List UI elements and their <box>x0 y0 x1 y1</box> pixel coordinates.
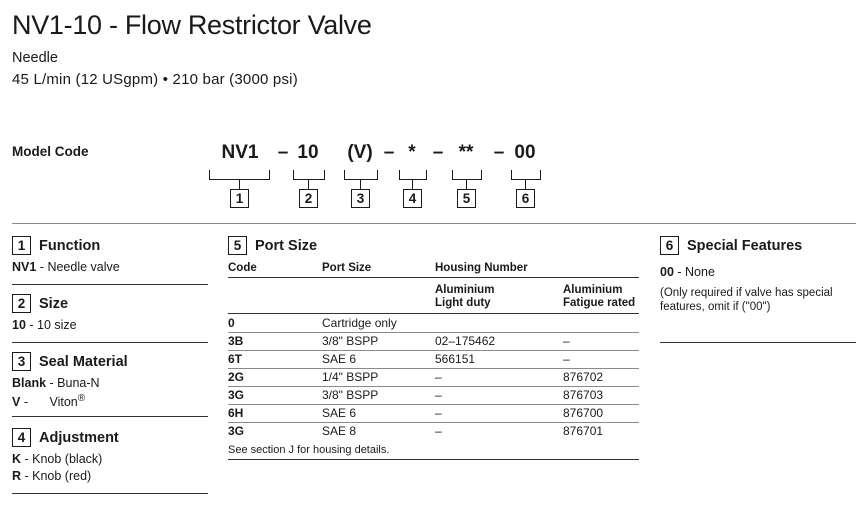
table-cell-port: SAE 6 <box>322 406 357 420</box>
special-entry: 00 - None <box>660 265 715 279</box>
divider <box>12 342 208 343</box>
table-row-divider <box>228 404 639 405</box>
divider <box>228 313 639 314</box>
section-number-box: 3 <box>12 352 31 371</box>
divider <box>12 223 856 224</box>
section-port-size-header <box>228 236 317 255</box>
section-title: Function <box>39 237 101 254</box>
section-adjustment-header <box>12 428 119 447</box>
adjustment-entry: R - Knob (red) <box>12 469 92 483</box>
section-title: Special Features <box>687 237 803 254</box>
section-number-box: 5 <box>228 236 247 255</box>
model-code-part-6: 00 <box>514 142 536 163</box>
table-cell-light-duty: – <box>435 424 442 438</box>
table-note: See section J for housing details. <box>228 444 390 456</box>
size-entry: 10 - 10 size <box>12 318 77 332</box>
table-cell-code: 3B <box>228 334 244 348</box>
section-title: Size <box>39 295 69 312</box>
model-code-part-2: 10 <box>297 142 319 163</box>
table-cell-light-duty: – <box>435 388 442 402</box>
model-code-label: Model Code <box>12 144 89 159</box>
section-title: Adjustment <box>39 429 119 446</box>
section-number-box: 1 <box>12 236 31 255</box>
table-row-divider <box>228 368 639 369</box>
divider <box>12 284 208 285</box>
table-cell-code: 3G <box>228 424 245 438</box>
table-cell-code: 6T <box>228 352 243 366</box>
divider <box>12 416 208 417</box>
section-number-box: 4 <box>12 428 31 447</box>
table-cell-fatigue-rated: 876702 <box>563 370 604 384</box>
section-size-header <box>12 294 68 313</box>
model-code-dash: – <box>383 142 395 163</box>
function-entry: NV1 - Needle valve <box>12 260 120 274</box>
special-note: (Only required if valve has special <box>660 287 833 299</box>
table-cell-code: 3G <box>228 388 245 402</box>
table-row-divider <box>228 422 639 423</box>
table-header-port: Port Size <box>322 262 372 274</box>
table-cell-port: 1/4" BSPP <box>322 370 379 384</box>
code-number-box: 4 <box>403 189 422 208</box>
code-number-box: 1 <box>230 189 249 208</box>
divider <box>660 342 856 343</box>
model-code-part-3: (V) <box>347 142 373 163</box>
page-title: NV1-10 - Flow Restrictor Valve <box>12 10 372 40</box>
code-number-box: 2 <box>299 189 318 208</box>
model-code-dash: – <box>493 142 505 163</box>
table-header-fatigue-rated: Aluminium Fatigue rated <box>563 284 636 309</box>
model-code-part-5: ** <box>458 142 474 163</box>
section-number-box: 2 <box>12 294 31 313</box>
code-bracket-stem <box>525 179 526 189</box>
model-code-part-1: NV1 <box>221 142 259 163</box>
model-code-dash: – <box>277 142 289 163</box>
table-cell-light-duty: – <box>435 370 442 384</box>
model-code-part-4: * <box>408 142 416 163</box>
divider <box>228 459 639 460</box>
seal-entry: V - Viton® <box>12 393 86 410</box>
code-number-box: 6 <box>516 189 535 208</box>
table-cell-light-duty: 566151 <box>435 352 476 366</box>
code-number-box: 3 <box>351 189 370 208</box>
section-number-box: 6 <box>660 236 679 255</box>
table-cell-fatigue-rated: 876700 <box>563 406 604 420</box>
code-bracket-stem <box>239 179 240 189</box>
table-row-divider <box>228 332 639 333</box>
table-cell-fatigue-rated: – <box>563 352 570 366</box>
table-cell-fatigue-rated: 876703 <box>563 388 604 402</box>
table-row-divider <box>228 386 639 387</box>
table-row-divider <box>228 350 639 351</box>
adjustment-entry: K - Knob (black) <box>12 452 103 466</box>
code-bracket <box>344 170 378 180</box>
section-title: Port Size <box>255 237 318 254</box>
model-code-dash: – <box>432 142 444 163</box>
page-subtitle: Needle <box>12 50 58 66</box>
table-header-light-duty: Aluminium Light duty <box>435 284 495 309</box>
seal-entry: Blank - Buna-N <box>12 376 100 390</box>
spec-line: 45 L/min (12 USgpm) • 210 bar (3000 psi) <box>12 71 298 88</box>
code-bracket <box>293 170 325 180</box>
table-cell-light-duty: 02–175462 <box>435 334 496 348</box>
table-cell-fatigue-rated: – <box>563 334 570 348</box>
table-cell-light-duty: – <box>435 406 442 420</box>
section-special-header <box>660 236 802 255</box>
code-bracket-stem <box>466 179 467 189</box>
table-cell-port: 3/8" BSPP <box>322 334 379 348</box>
code-number-box: 5 <box>457 189 476 208</box>
table-cell-code: 6H <box>228 406 244 420</box>
table-cell-port: SAE 6 <box>322 352 357 366</box>
special-note: features, omit if ("00") <box>660 301 771 313</box>
section-function-header <box>12 236 100 255</box>
code-bracket <box>399 170 427 180</box>
table-cell-port: SAE 8 <box>322 424 357 438</box>
divider <box>228 277 639 278</box>
table-cell-fatigue-rated: 876701 <box>563 424 604 438</box>
table-cell-port: 3/8" BSPP <box>322 388 379 402</box>
table-header-housing: Housing Number <box>435 262 528 274</box>
code-bracket-stem <box>308 179 309 189</box>
table-cell-code: 0 <box>228 316 235 330</box>
code-bracket-stem <box>360 179 361 189</box>
divider <box>12 493 208 494</box>
section-title: Seal Material <box>39 353 128 370</box>
code-bracket <box>452 170 482 180</box>
code-bracket <box>511 170 541 180</box>
code-bracket-stem <box>412 179 413 189</box>
table-cell-port: Cartridge only <box>322 316 397 330</box>
table-cell-code: 2G <box>228 370 245 384</box>
table-header-code: Code <box>228 262 257 274</box>
section-seal-header <box>12 352 128 371</box>
